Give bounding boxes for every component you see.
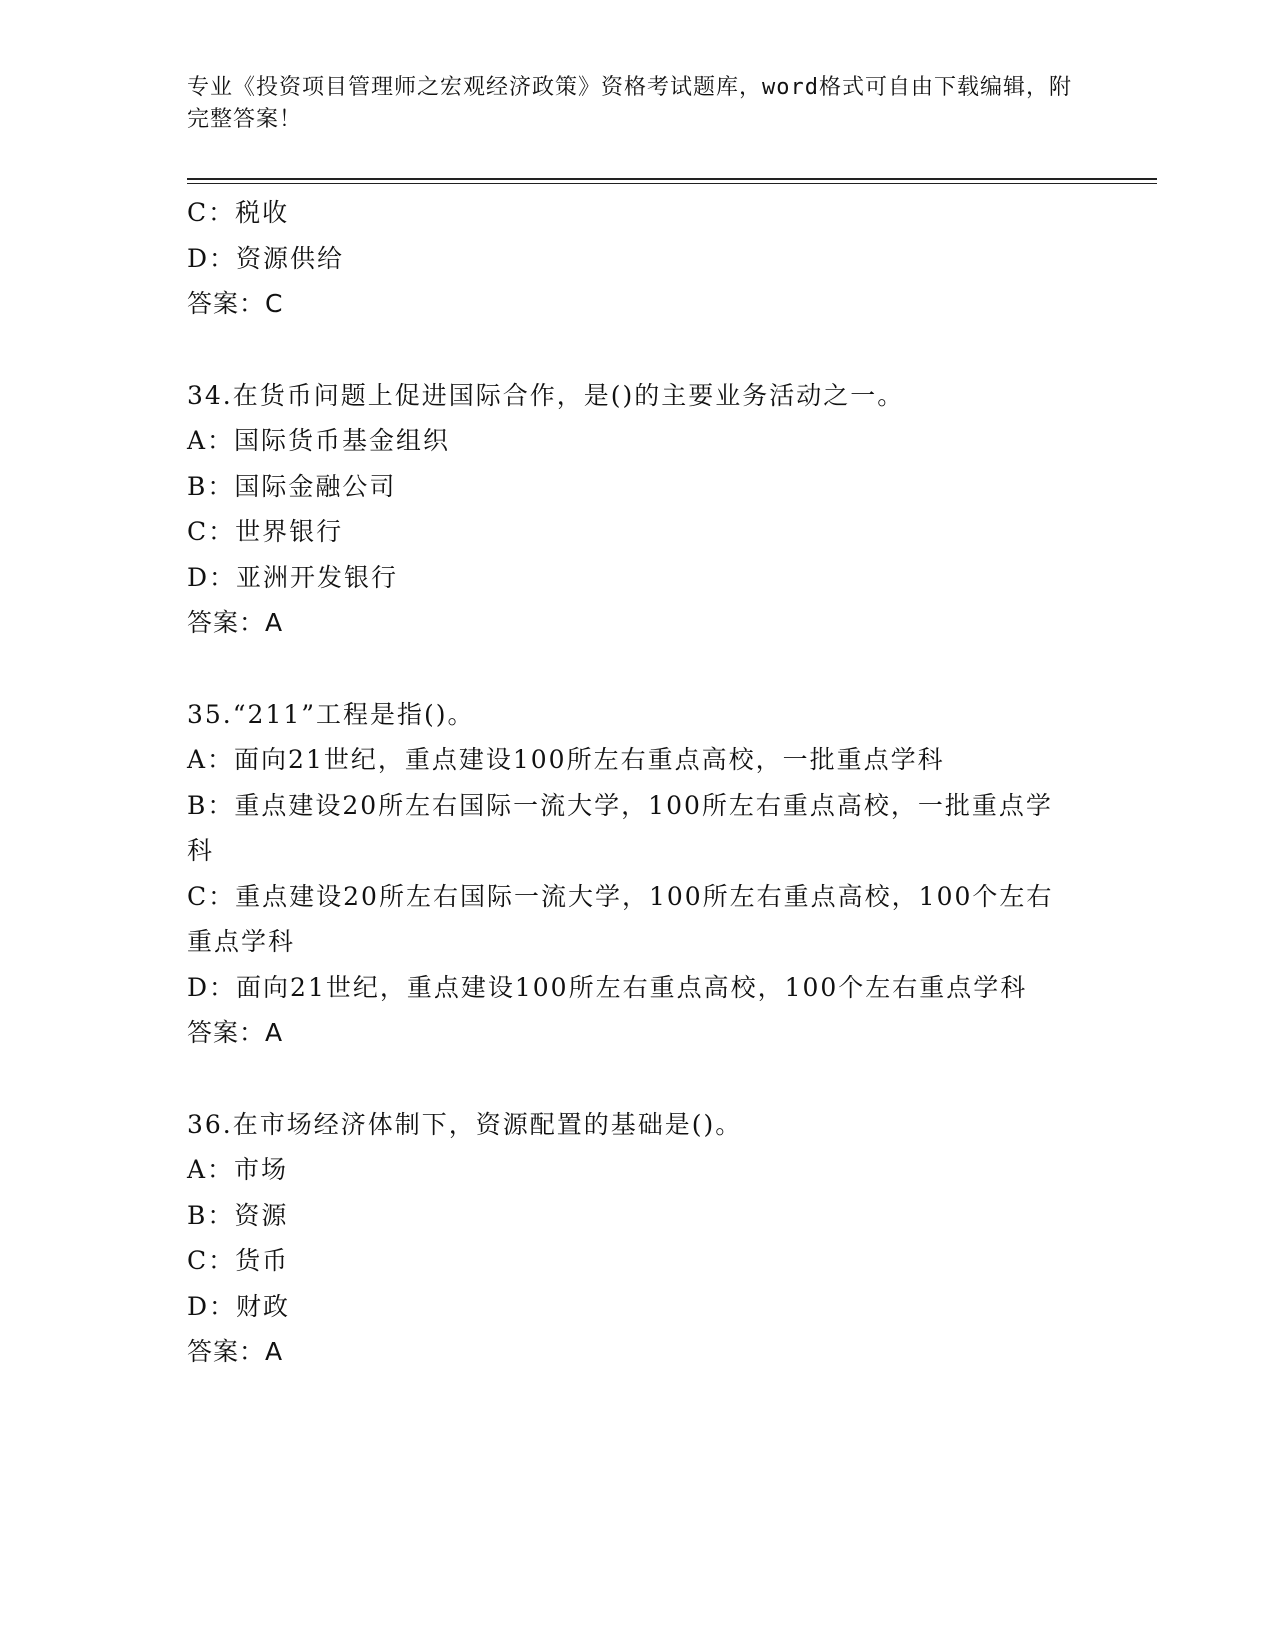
question-content — [187, 190, 1077, 1375]
option-a: A：市场 — [187, 1155, 289, 1184]
option-a: A：国际货币基金组织 — [187, 426, 451, 455]
answer-line: 答案：A — [187, 1337, 284, 1366]
document-header: 专业《投资项目管理师之宏观经济政策》资格考试题库，word格式可自由下载编辑，附完整答案！ — [187, 75, 1072, 132]
question-stem: 36.在市场经济体制下，资源配置的基础是()。 — [187, 1109, 743, 1139]
spacer — [187, 1056, 1077, 1102]
option-b: B：资源 — [187, 1200, 289, 1230]
answer-line: 答案：A — [187, 1018, 284, 1047]
header-rule-thin — [187, 183, 1157, 184]
spacer — [187, 646, 1077, 692]
option-b: B：国际金融公司 — [187, 471, 397, 501]
question-36 — [187, 1102, 1077, 1375]
question-stem: 35.“211”工程是指()。 — [187, 699, 475, 729]
question-34 — [187, 373, 1077, 646]
question-35 — [187, 692, 1077, 1056]
option-d: D：面向21世纪，重点建设100所左右重点高校，100个左右重点学科 — [187, 972, 1028, 1002]
option-c: C：重点建设20所左右国际一流大学，100所左右重点高校，100个左右重点学科 — [187, 881, 1054, 956]
header-rule-thick — [187, 178, 1157, 180]
option-b: B：重点建设20所左右国际一流大学，100所左右重点高校，一批重点学科 — [187, 790, 1053, 865]
prev-question-block — [187, 190, 1077, 327]
answer-line: 答案：A — [187, 608, 284, 637]
option-c: C：货币 — [187, 1246, 290, 1275]
option-d: D：资源供给 — [187, 243, 345, 273]
option-d: D：财政 — [187, 1291, 291, 1321]
option-a: A：面向21世纪，重点建设100所左右重点高校，一批重点学科 — [187, 745, 945, 774]
option-c: C：税收 — [187, 198, 290, 227]
answer-line: 答案：C — [187, 289, 284, 318]
question-stem: 34.在货币问题上促进国际合作，是()的主要业务活动之一。 — [187, 380, 905, 410]
option-d: D：亚洲开发银行 — [187, 562, 399, 592]
option-c: C：世界银行 — [187, 517, 344, 546]
spacer — [187, 327, 1077, 373]
